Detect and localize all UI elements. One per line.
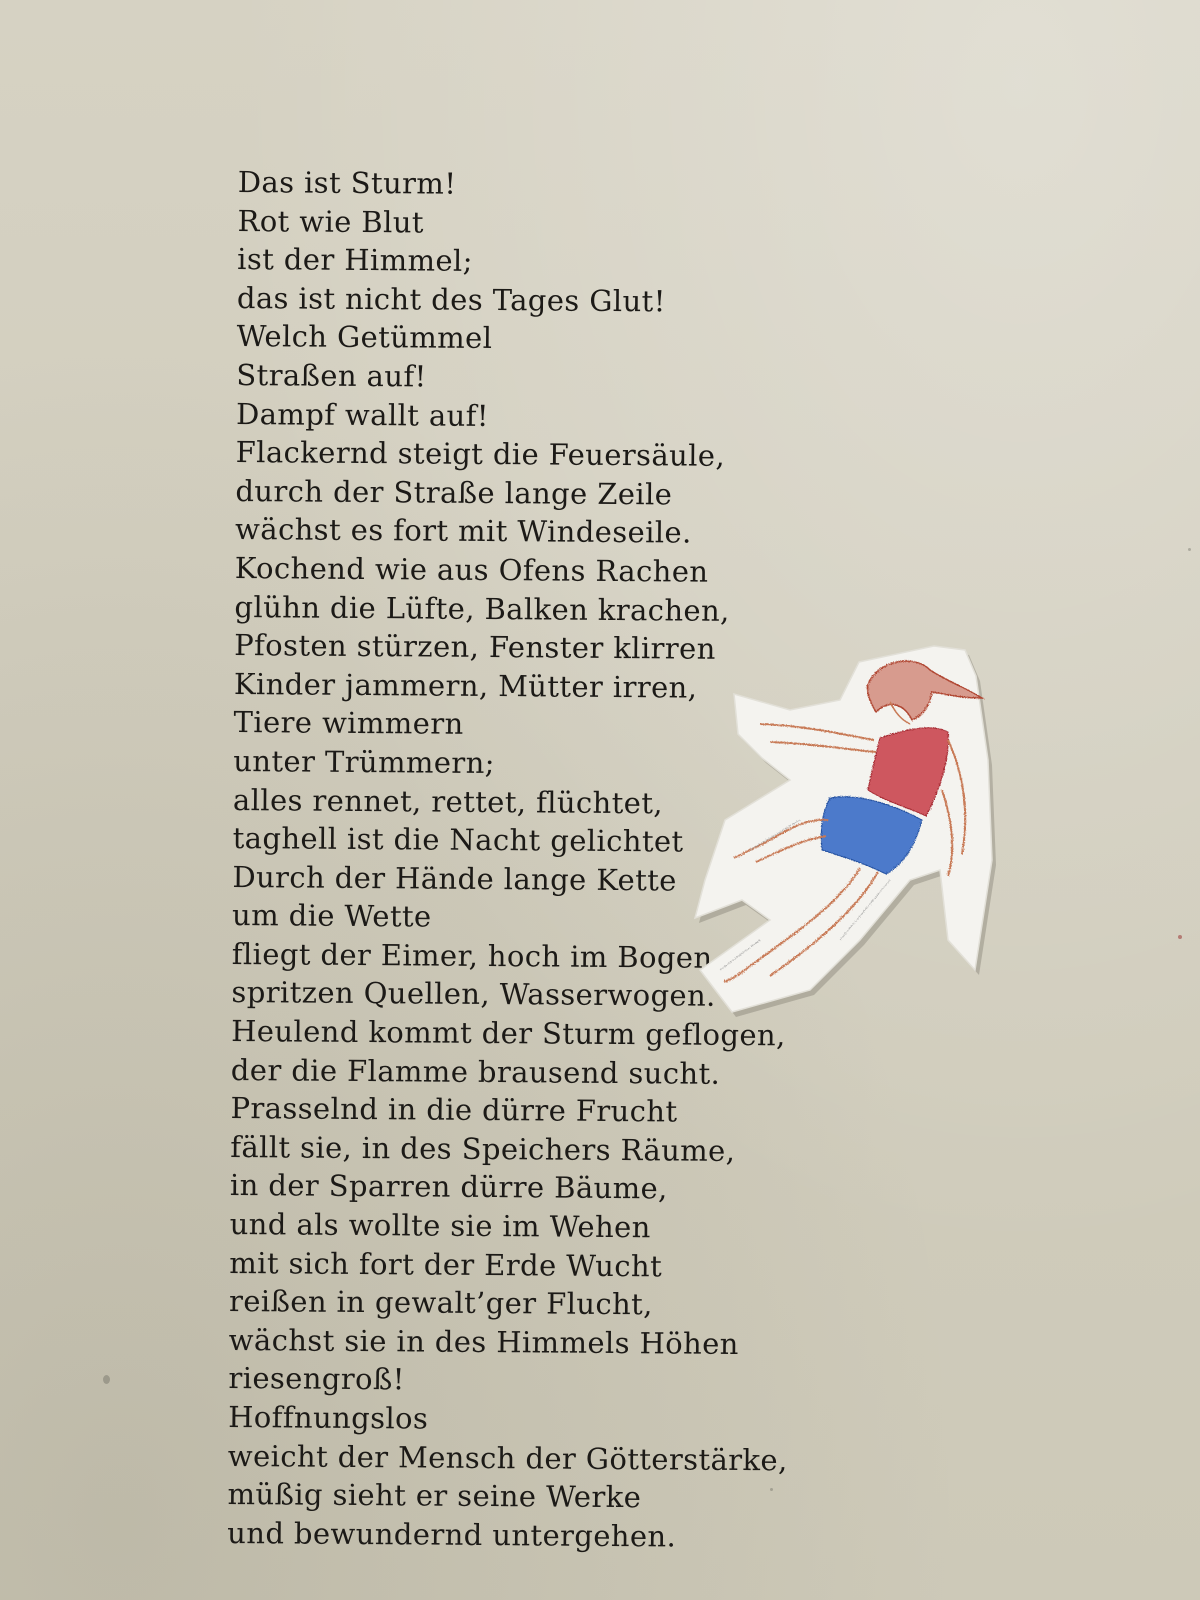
poem-line: Pfosten stürzen, Fenster klirren [234, 628, 716, 666]
poem-line: durch der Straße lange Zeile [235, 473, 673, 512]
paper-cutout-figure [690, 640, 1020, 1020]
poem-line: wächst es fort mit Windeseile. [234, 512, 692, 550]
poem-line: spritzen Quellen, Wasserwogen. [231, 975, 716, 1014]
poem-line: Straßen auf! [236, 357, 427, 394]
poem-line: mit sich fort der Erde Wucht [229, 1245, 663, 1283]
poem-line: Das ist Sturm! [237, 164, 457, 201]
paper-speck [103, 1375, 110, 1384]
poem-line: um die Wette [231, 898, 432, 934]
poem-line: und als wollte sie im Wehen [229, 1206, 651, 1245]
poem-line: und bewundernd untergehen. [227, 1515, 677, 1554]
poem-line: Prasselnd in die dürre Frucht [230, 1091, 678, 1129]
poem-line: glühn die Lüfte, Balken krachen, [234, 589, 730, 628]
poem-line: das ist nicht des Tages Glut! [236, 280, 666, 319]
poem-line: Kochend wie aus Ofens Rachen [234, 550, 709, 589]
poem-line: fällt sie, in des Speichers Räume, [230, 1129, 736, 1168]
poem-line: wächst sie in des Himmels Höhen [228, 1322, 739, 1361]
poem-line: Hoffnungslos [228, 1399, 429, 1436]
poem-line: Heulend kommt der Sturm geflogen, [231, 1014, 786, 1053]
paper-speck [1178, 935, 1182, 939]
poem-line: reißen in gewalt’ger Flucht, [228, 1284, 653, 1322]
poem-line: Tiere wimmern [233, 705, 464, 742]
poem-line: Rot wie Blut [237, 203, 425, 240]
poem-line: Kinder jammern, Mütter irren, [233, 666, 698, 705]
poem-line: Durch der Hände lange Kette [232, 859, 677, 898]
poem-line: der die Flamme brausend sucht. [230, 1052, 721, 1091]
poem-line: fliegt der Eimer, hoch im Bogen [231, 936, 713, 975]
poem-line: riesengroß! [228, 1361, 405, 1397]
poem-line: alles rennet, rettet, flüchtet, [232, 782, 664, 820]
running-figure-drawing [690, 640, 1020, 1020]
poem-line: Dampf wallt auf! [235, 396, 490, 433]
paper-speck [1188, 548, 1191, 551]
poem-line: müßig sieht er seine Werke [227, 1477, 642, 1515]
poem-line: Flackernd steigt die Feuersäule, [235, 435, 726, 473]
poem-line: weicht der Mensch der Götterstärke, [227, 1438, 788, 1477]
poem-line: ist der Himmel; [237, 242, 473, 279]
poem-line: Welch Getümmel [236, 319, 493, 356]
poem-line: in der Sparren dürre Bäume, [229, 1168, 668, 1206]
poem-line: unter Trümmern; [233, 743, 496, 780]
poem-line: taghell ist die Nacht gelichtet [232, 821, 684, 859]
